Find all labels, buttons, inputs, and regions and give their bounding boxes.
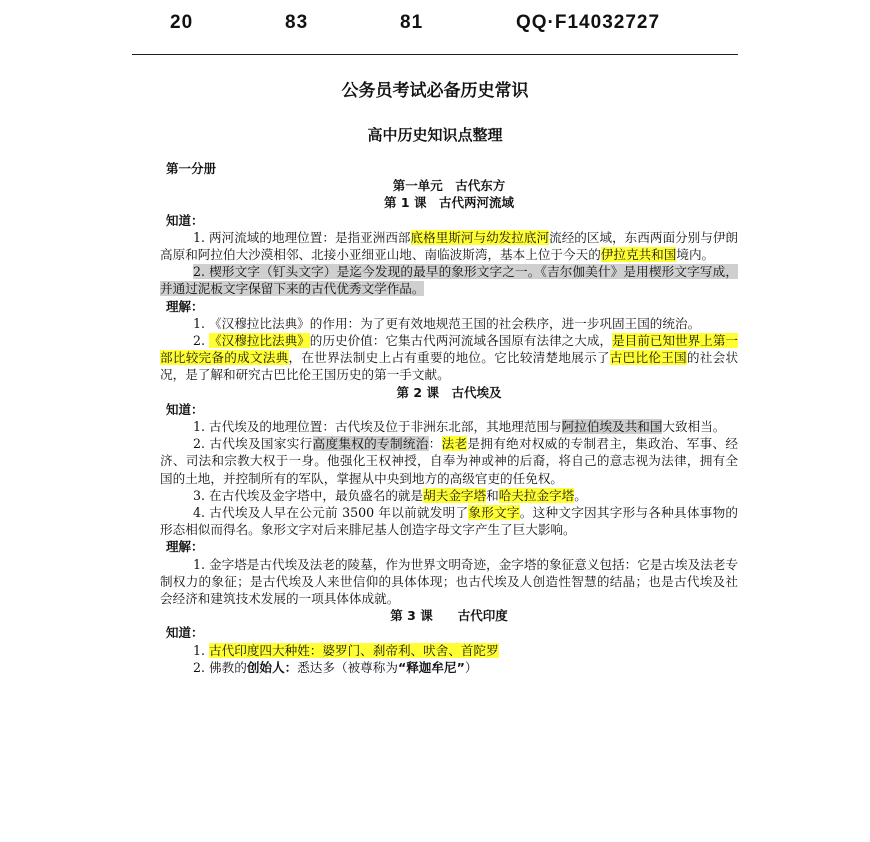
text-segment: 1. 古代埃及的地理位置：古代埃及位于非洲东北部，其地理范围与 [193,419,562,435]
text-segment: 4. 古代埃及人早在公元前 3500 年以前就发明了 [193,505,469,521]
lesson3-para1 [160,642,738,659]
text-segment: 和 [486,487,499,503]
lesson3-heading: 第 3 课 古代印度 [390,608,508,624]
highlight-segment: 哈夫拉金字塔 [498,487,575,503]
text-segment: 是拥有绝对权威的专制君主，集政治、军事、经济、司法和宗教大权于一身。他强化王权神授，自奉为神或神的后裔，将自己的意志视为法律，拥有全国的土地，并控制所有的军队，掌握从中央到地方的高级官吏的任免权。 [160,436,739,486]
header-rule [132,54,738,55]
text-segment: 3. 在古代埃及金字塔中，最负盛名的就是 [193,487,424,503]
lesson2-understand-label: 理解： [166,539,204,555]
highlight-segment: 象形文字 [468,505,520,521]
text-segment: 2. 佛教的 [193,659,247,675]
lesson1-para1 [160,229,738,263]
text-segment: 流经的区域，东西两面分别与伊朗高原和阿拉伯大沙漠相邻、北接小亚细亚山地、南临波斯湾，基本上位于今天的 [160,229,739,263]
lesson2-know-label: 知道： [166,401,204,417]
text-segment: 。这种文字因其字形与各种具体事物的形态相似而得名。象形文字对后来腓尼基人创造字母文字产生了巨大影响。 [160,505,739,538]
lesson3-para2 [160,659,738,676]
text-segment: 1. 两河流域的地理位置：是指亚洲西部 [193,229,411,245]
document-title: 公务员考试必备历史常识 [341,81,529,101]
lesson3-know-label: 知道： [166,625,204,641]
header-line [0,12,870,38]
bold-segment: “释迦牟尼” [397,659,465,675]
highlight-segment: 法老 [441,436,468,452]
document-subtitle: 高中历史知识点整理 [367,126,503,144]
text-segment: 1. [193,642,210,658]
lesson2-para1 [160,418,738,435]
gray-highlight-segment: 阿拉伯埃及共和国 [561,419,663,435]
highlight-segment: 胡夫金字塔 [423,487,487,503]
bold-segment: 创始人： [246,659,298,675]
highlight-segment: 伊拉克共和国 [600,247,677,263]
text-segment: ： [428,436,442,452]
highlight-segment: 是目前已知世界上第一部比较完备的成文法典 [160,333,739,366]
lesson1-para4 [160,332,738,384]
lesson1-para2 [160,263,738,297]
text-segment: 大致相当。 [662,419,726,435]
lesson2-para4 [160,504,738,538]
header-number-1: 20 [170,12,194,33]
volume-heading: 第一分册 [166,161,217,176]
header-number-3: 81 [400,12,424,33]
lesson2-para2 [160,435,738,487]
text-segment: 的社会状况，是了解和研究古巴比伦王国历史的第一手文献。 [160,350,739,383]
highlight-segment: 《汉穆拉比法典》 [209,333,310,349]
header-qq: QQ·F14032727 [516,12,661,33]
text-segment: 悉达多（被尊称为 [297,659,398,675]
highlight-segment: 古代印度四大种姓：婆罗门、刹帝利、吠舍、首陀罗 [209,642,499,658]
lesson1-understand-label: 理解： [166,298,204,314]
text-segment: 的历史价值：它集古代两河流域各国原有法律之大成， [309,333,613,349]
text-segment: 2. 古代埃及国家实行 [193,436,313,452]
text-segment: ，在世界法制史上占有重要的地位。它比较清楚地展示了 [288,350,610,366]
lesson1-para3: 1. 《汉穆拉比法典》的作用：为了更有效地规范王国的社会秩序，进一步巩固王国的统治。 [193,315,701,331]
header-number-2: 83 [285,12,309,33]
text-segment: 。 [574,487,587,503]
highlight-segment: 底格里斯河与幼发拉底河 [410,229,550,245]
lesson2-heading: 第 2 课 古代埃及 [396,384,502,400]
gray-highlight-segment: 文学作品。 [361,281,425,297]
lesson1-know-label: 知道： [166,212,204,228]
lesson2-para5: 1. 金字塔是古代埃及法老的陵墓，作为世界文明奇迹，金字塔的象征意义包括：它是古埃及法老专制权力的象征；是古代埃及人来世信仰的具体体现；也古代埃及人创造性智慧的结晶；也是古代埃及社会经济和建筑技术发展的一项具体体成就。 [160,556,738,607]
unit-heading: 第一单元 古代东方 [392,178,506,194]
text-segment: 境内。 [676,247,715,263]
text-segment: 2. [193,333,210,349]
highlight-segment: 古巴比伦王国 [609,350,687,366]
lesson1-heading: 第 1 课 古代两河流域 [384,195,514,211]
gray-highlight-segment: 高度集权的专制统治 [312,436,429,452]
text-segment: ） [464,659,478,675]
document-body [160,160,738,676]
lesson2-para3 [160,487,738,504]
gray-highlight-segment: 2. 楔形文字（钉头文字）是迄今发现的最早的象形文字之一。《吉尔伽美什》是用楔形文字写成，并通过泥板文字保留下来的古代优秀 [160,264,738,297]
